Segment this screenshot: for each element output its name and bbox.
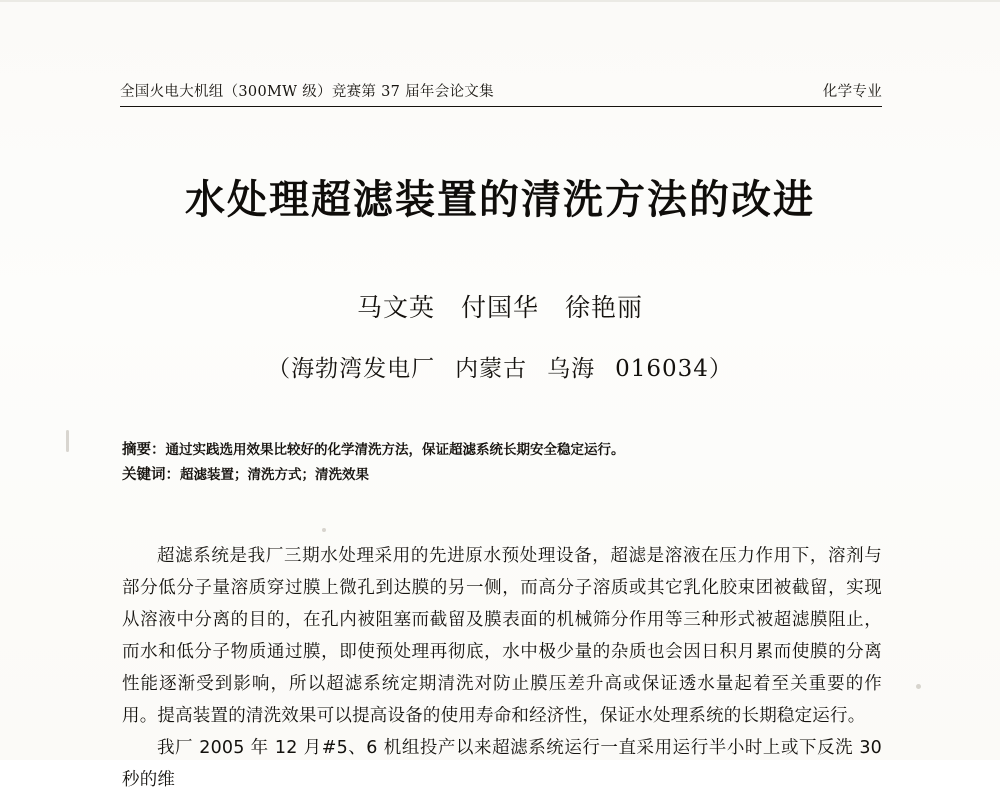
affiliation-institution: （海勃湾发电厂 (267, 356, 436, 382)
keywords-line (122, 463, 880, 488)
author-list (0, 288, 1000, 324)
keywords-label: 关键词： (122, 467, 180, 483)
body-text (122, 540, 882, 796)
affiliation-province: 内蒙古 (455, 356, 528, 382)
scan-speck (916, 684, 921, 689)
keywords-text: 超滤装置；清洗方式；清洗效果 (180, 467, 369, 483)
abstract-line (122, 438, 880, 463)
affiliation-postcode: 016034） (615, 356, 733, 382)
running-head-left: 全国火电大机组（300MW 级）竞赛第 37 届年会论文集 (120, 84, 494, 100)
affiliation-city: 乌海 (547, 356, 596, 382)
header-divider (120, 106, 882, 107)
abstract-block (122, 438, 880, 488)
abstract-text: 通过实践选用效果比较好的化学清洗方法，保证超滤系统长期安全稳定运行。 (165, 442, 625, 458)
author-2: 付国华 (460, 293, 539, 322)
author-3: 徐艳丽 (565, 293, 644, 322)
running-head (120, 80, 882, 101)
scan-speck (66, 430, 69, 452)
scan-edge-mark (0, 0, 1000, 2)
affiliation (0, 350, 1000, 383)
running-head-right: 化学专业 (822, 84, 882, 100)
scan-speck (322, 528, 326, 532)
page-title: 水处理超滤装置的清洗方法的改进 (185, 177, 815, 223)
body-paragraph-2: 我厂 2005 年 12 月#5、6 机组投产以来超滤系统运行一直采用运行半小时上或下反洗 30 秒的维 (122, 738, 882, 790)
author-1: 马文英 (356, 293, 435, 322)
abstract-label: 摘要： (122, 442, 166, 458)
body-paragraph-1: 超滤系统是我厂三期水处理采用的先进原水预处理设备，超滤是溶液在压力作用下，溶剂与部分低分子量溶质穿过膜上微孔到达膜的另一侧，而高分子溶质或其它乳化胶束团被截留，实现从溶液中分离的目的，在孔内被阻塞而截留及膜表面的机械筛分作用等三种形式被超滤膜阻止，而水和低分子物质通过膜，即使预处理再彻底，水中极少量的杂质也会因日积月累而使膜的分离性能逐渐受到影响，所以超滤系统定期清洗对防止膜压差升高或保证透水量起着至关重要的作用。提高装置的清洗效果可以提高设备的使用寿命和经济性，保证水处理系统的长期稳定运行。 (122, 546, 882, 726)
